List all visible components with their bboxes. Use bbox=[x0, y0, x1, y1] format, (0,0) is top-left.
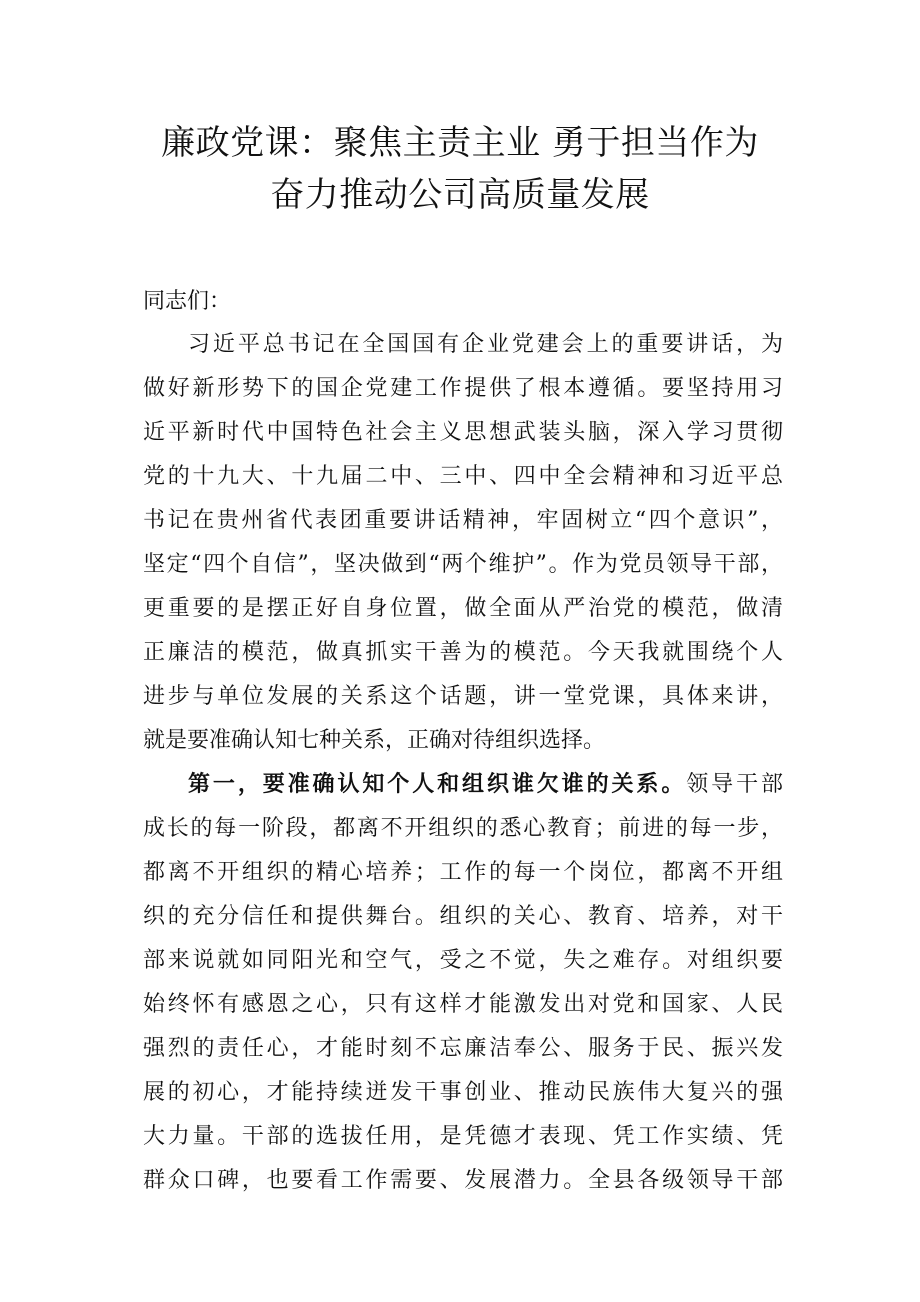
paragraph-line: 正廉洁的模范，做真抓实干善为的模范。今天我就围绕个人 bbox=[143, 640, 783, 665]
paragraph-line: 坚定“四个自信”，坚决做到“两个维护”。作为党员领导干部， bbox=[143, 552, 783, 577]
paragraph-line: 更重要的是摆正好自身位置，做全面从严治党的模范，做清 bbox=[143, 596, 783, 621]
paragraph-line: 书记在贵州省代表团重要讲话精神，牢固树立“四个意识”， bbox=[143, 508, 783, 533]
paragraph-text: 领导干部 bbox=[686, 772, 783, 797]
paragraph-line bbox=[188, 769, 783, 801]
paragraph-line: 始终怀有感恩之心，只有这样才能激发出对党和国家、人民 bbox=[143, 992, 783, 1017]
paragraph-line: 强烈的责任心，才能时刻不忘廉洁奉公、服务于民、振兴发 bbox=[143, 1036, 783, 1061]
salutation: 同志们： bbox=[143, 289, 232, 314]
paragraph-line: 群众口碑，也要看工作需要、发展潜力。全县各级领导干部 bbox=[143, 1168, 783, 1193]
paragraph-line: 进步与单位发展的关系这个话题，讲一堂党课，具体来讲， bbox=[143, 684, 783, 709]
paragraph-line: 党的十九大、十九届二中、三中、四中全会精神和习近平总 bbox=[143, 464, 783, 489]
paragraph-line: 做好新形势下的国企党建工作提供了根本遵循。要坚持用习 bbox=[143, 376, 783, 401]
paragraph-line: 织的充分信任和提供舞台。组织的关心、教育、培养，对干 bbox=[143, 904, 783, 929]
paragraph-line: 习近平总书记在全国国有企业党建会上的重要讲话，为 bbox=[188, 332, 783, 357]
paragraph-line: 近平新时代中国特色社会主义思想武装头脑，深入学习贯彻 bbox=[143, 420, 783, 445]
paragraph-line: 展的初心，才能持续迸发干事创业、推动民族伟大复兴的强 bbox=[143, 1080, 783, 1105]
document-title-line-2: 奋力推动公司高质量发展 bbox=[270, 175, 650, 215]
section-heading: 第一，要准确认知个人和组织谁欠谁的关系。 bbox=[188, 772, 687, 797]
paragraph-line: 大力量。干部的选拔任用，是凭德才表现、凭工作实绩、凭 bbox=[143, 1124, 783, 1149]
document-title-line-1: 廉政党课：聚焦主责主业 勇于担当作为 bbox=[161, 123, 759, 163]
paragraph-line: 都离不开组织的精心培养；工作的每一个岗位，都离不开组 bbox=[143, 860, 783, 885]
paragraph-line: 成长的每一阶段，都离不开组织的悉心教育；前进的每一步， bbox=[143, 816, 783, 841]
paragraph-line: 部来说就如同阳光和空气，受之不觉，失之难存。对组织要 bbox=[143, 948, 783, 973]
paragraph-line: 就是要准确认知七种关系，正确对待组织选择。 bbox=[143, 728, 606, 753]
